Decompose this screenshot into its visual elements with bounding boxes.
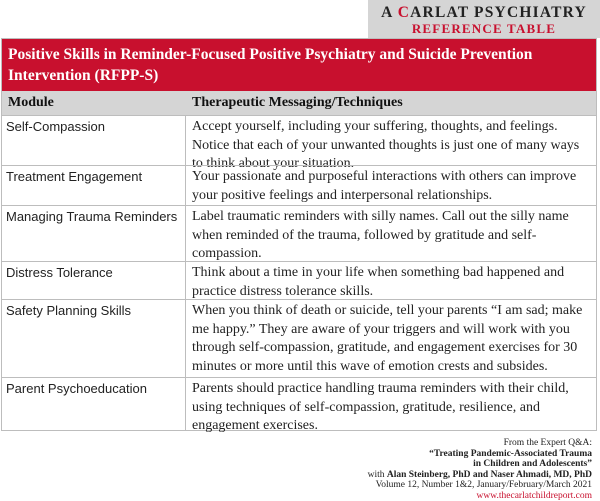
credit-authors-names: Alan Steinberg, PhD and Naser Ahmadi, MD, PhD bbox=[387, 470, 592, 480]
credit-website-link[interactable]: www.thecarlatchildreport.com bbox=[368, 491, 592, 501]
badge-subtitle: REFERENCE TABLE bbox=[368, 21, 600, 37]
credit-intro: From the Expert Q&A: bbox=[368, 438, 592, 449]
row-technique: Parents should practice handling trauma reminders with their child, using techniques of self-compassion, gratitude, resilience, and engagement exercises. bbox=[188, 378, 590, 438]
badge-brand-rest: ARLAT PSYCHIATRY bbox=[410, 4, 587, 21]
source-credit bbox=[368, 438, 592, 501]
table-row bbox=[2, 377, 596, 431]
credit-article-title-1: “Treating Pandemic-Associated Trauma bbox=[368, 449, 592, 460]
credit-issue: Volume 12, Number 1&2, January/February/March 2021 bbox=[368, 480, 592, 491]
row-module: Treatment Engagement bbox=[2, 166, 186, 205]
row-module: Safety Planning Skills bbox=[2, 300, 186, 377]
credit-article-title-2: in Children and Adolescents” bbox=[368, 459, 592, 470]
row-technique: Label traumatic reminders with silly names. Call out the silly name when reminded of the trauma, followed by gratitude and self-compassion. bbox=[188, 206, 590, 266]
header-module: Module bbox=[8, 95, 54, 111]
row-technique: Your passionate and purposeful interactions with others can improve your positive feelings and interpersonal relationships. bbox=[188, 166, 590, 207]
row-technique: When you think of death or suicide, tell your parents “I am sad; make me happy.” They are aware of your triggers and will work with you through self-compassion, gratitude, and engagement exercises for 30 minutes or more until this wave of emotion crests and subsides. bbox=[188, 300, 590, 378]
table-row bbox=[2, 115, 596, 165]
reference-badge bbox=[368, 0, 600, 38]
credit-authors bbox=[368, 470, 592, 481]
row-module: Managing Trauma Reminders bbox=[2, 206, 186, 261]
header-techniques: Therapeutic Messaging/Techniques bbox=[192, 95, 403, 111]
badge-brand-pre: A bbox=[381, 4, 398, 21]
row-module: Self-Compassion bbox=[2, 116, 186, 165]
table-header-row bbox=[2, 91, 596, 115]
table-title-bar bbox=[2, 39, 596, 91]
row-technique: Accept yourself, including your suffering, thoughts, and feelings. Notice that each of your unwanted thoughts is just one of many ways to think about your situation. bbox=[188, 116, 590, 176]
table-row bbox=[2, 205, 596, 261]
table-row bbox=[2, 261, 596, 299]
row-technique: Think about a time in your life when something bad happened and practice distress tolerance skills. bbox=[188, 262, 590, 303]
row-module: Parent Psychoeducation bbox=[2, 378, 186, 431]
table-row bbox=[2, 165, 596, 205]
badge-brand-initial: C bbox=[398, 4, 410, 21]
credit-authors-pre: with bbox=[368, 470, 387, 480]
row-module: Distress Tolerance bbox=[2, 262, 186, 299]
badge-brand bbox=[368, 4, 600, 22]
table-row bbox=[2, 299, 596, 377]
table-title: Positive Skills in Reminder-Focused Positive Psychiatry and Suicide Prevention Intervention (RFPP-S) bbox=[8, 44, 588, 86]
